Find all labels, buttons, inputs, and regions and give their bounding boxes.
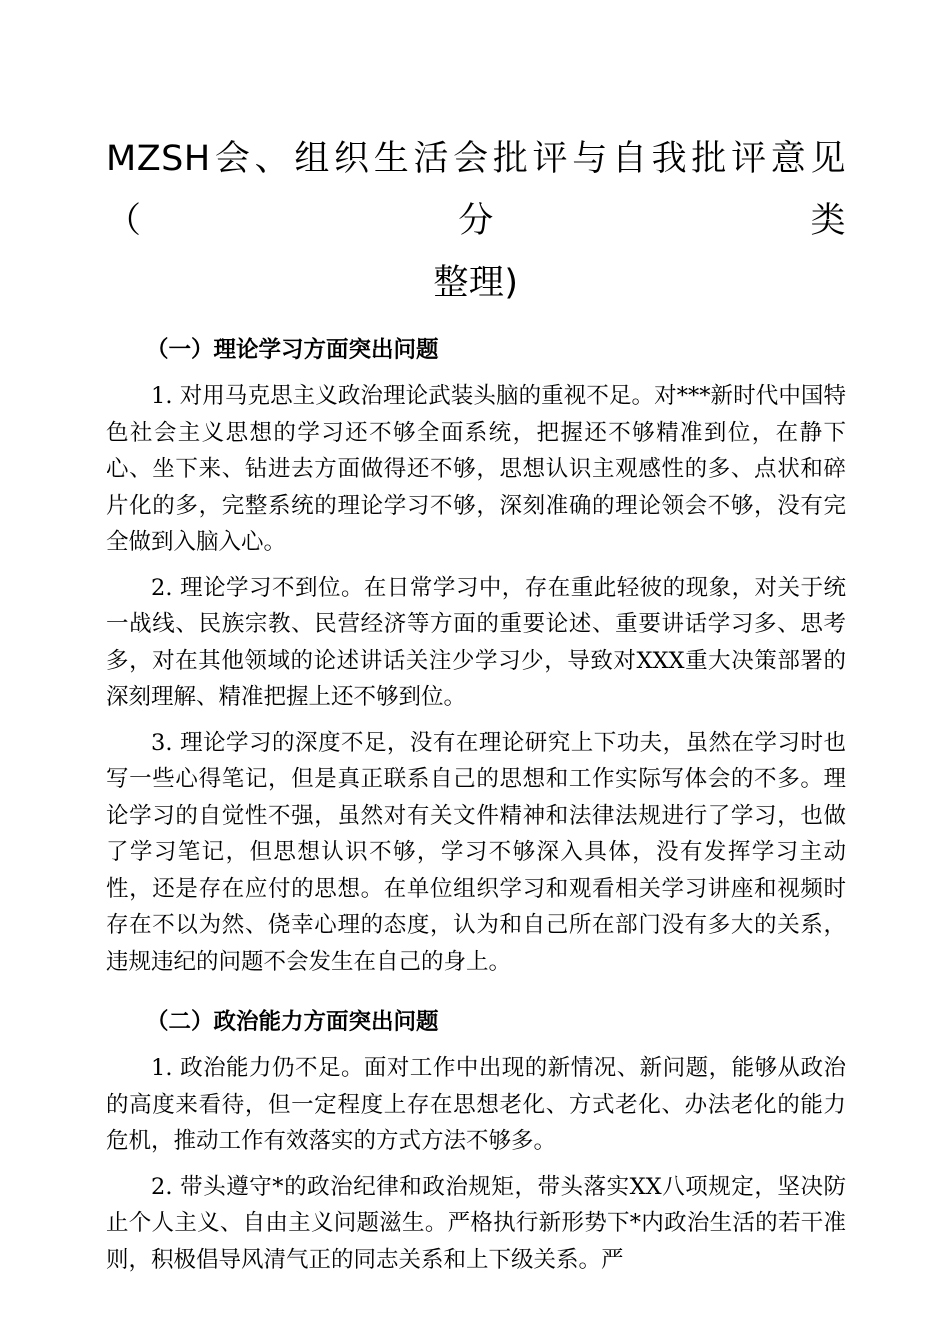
paragraph: 2. 带头遵守*的政治纪律和政治规矩，带头落实XX八项规定，坚决防止个人主义、自由主义问题滋生。严格执行新形势下*内政治生活的若干准则，积极倡导风清气正的同志关系和上下级关系。严 <box>106 1173 846 1273</box>
title-line-2: 整理) <box>433 263 519 303</box>
paragraph: 2. 理论学习不到位。在日常学习中，存在重此轻彼的现象，对关于统一战线、民族宗教、民营经济等方面的重要论述、重要讲话学习多、思考多，对在其他领域的论述讲话关注少学习少，导致对XXX重大决策部署的深刻理解、精准把握上还不够到位。 <box>106 574 846 710</box>
paragraph: 1. 政治能力仍不足。面对工作中出现的新情况、新问题，能够从政治的高度来看待，但一定程度上存在思想老化、方式老化、办法老化的能力危机，推动工作有效落实的方式方法不够多。 <box>106 1055 846 1154</box>
section-heading: （一）理论学习方面突出问题 <box>146 337 439 363</box>
section-political-ability <box>106 1004 846 1278</box>
paragraph: 1. 对用马克思主义政治理论武装头脑的重视不足。对***新时代中国特色社会主义思想的学习还不够全面系统，把握还不够精准到位，在静下心、坐下来、钻进去方面做得还不够，思想认识主观感性的多、点状和碎片化的多，完整系统的理论学习不够，深刻准确的理论领会不够，没有完全做到入脑入心。 <box>106 383 846 555</box>
title-line-1: MZSH会、组织生活会批评与自我批评意见（分类 <box>106 139 846 241</box>
document-page <box>106 0 846 1278</box>
section-heading: （二）政治能力方面突出问题 <box>146 1009 439 1035</box>
document-title <box>106 0 846 314</box>
section-theory-study <box>106 332 846 980</box>
paragraph: 3. 理论学习的深度不足，没有在理论研究上下功夫，虽然在学习时也写一些心得笔记，但是真正联系自己的思想和工作实际写体会的不多。理论学习的自觉性不强，虽然对有关文件精神和法律法规进行了学习，也做了学习笔记，但思想认识不够，学习不够深入具体，没有发挥学习主动性，还是存在应付的思想。在单位组织学习和观看相关学习讲座和视频时存在不以为然、侥幸心理的态度，认为和自己所在部门没有多大的关系，违规违纪的问题不会发生在自己的身上。 <box>106 729 846 975</box>
